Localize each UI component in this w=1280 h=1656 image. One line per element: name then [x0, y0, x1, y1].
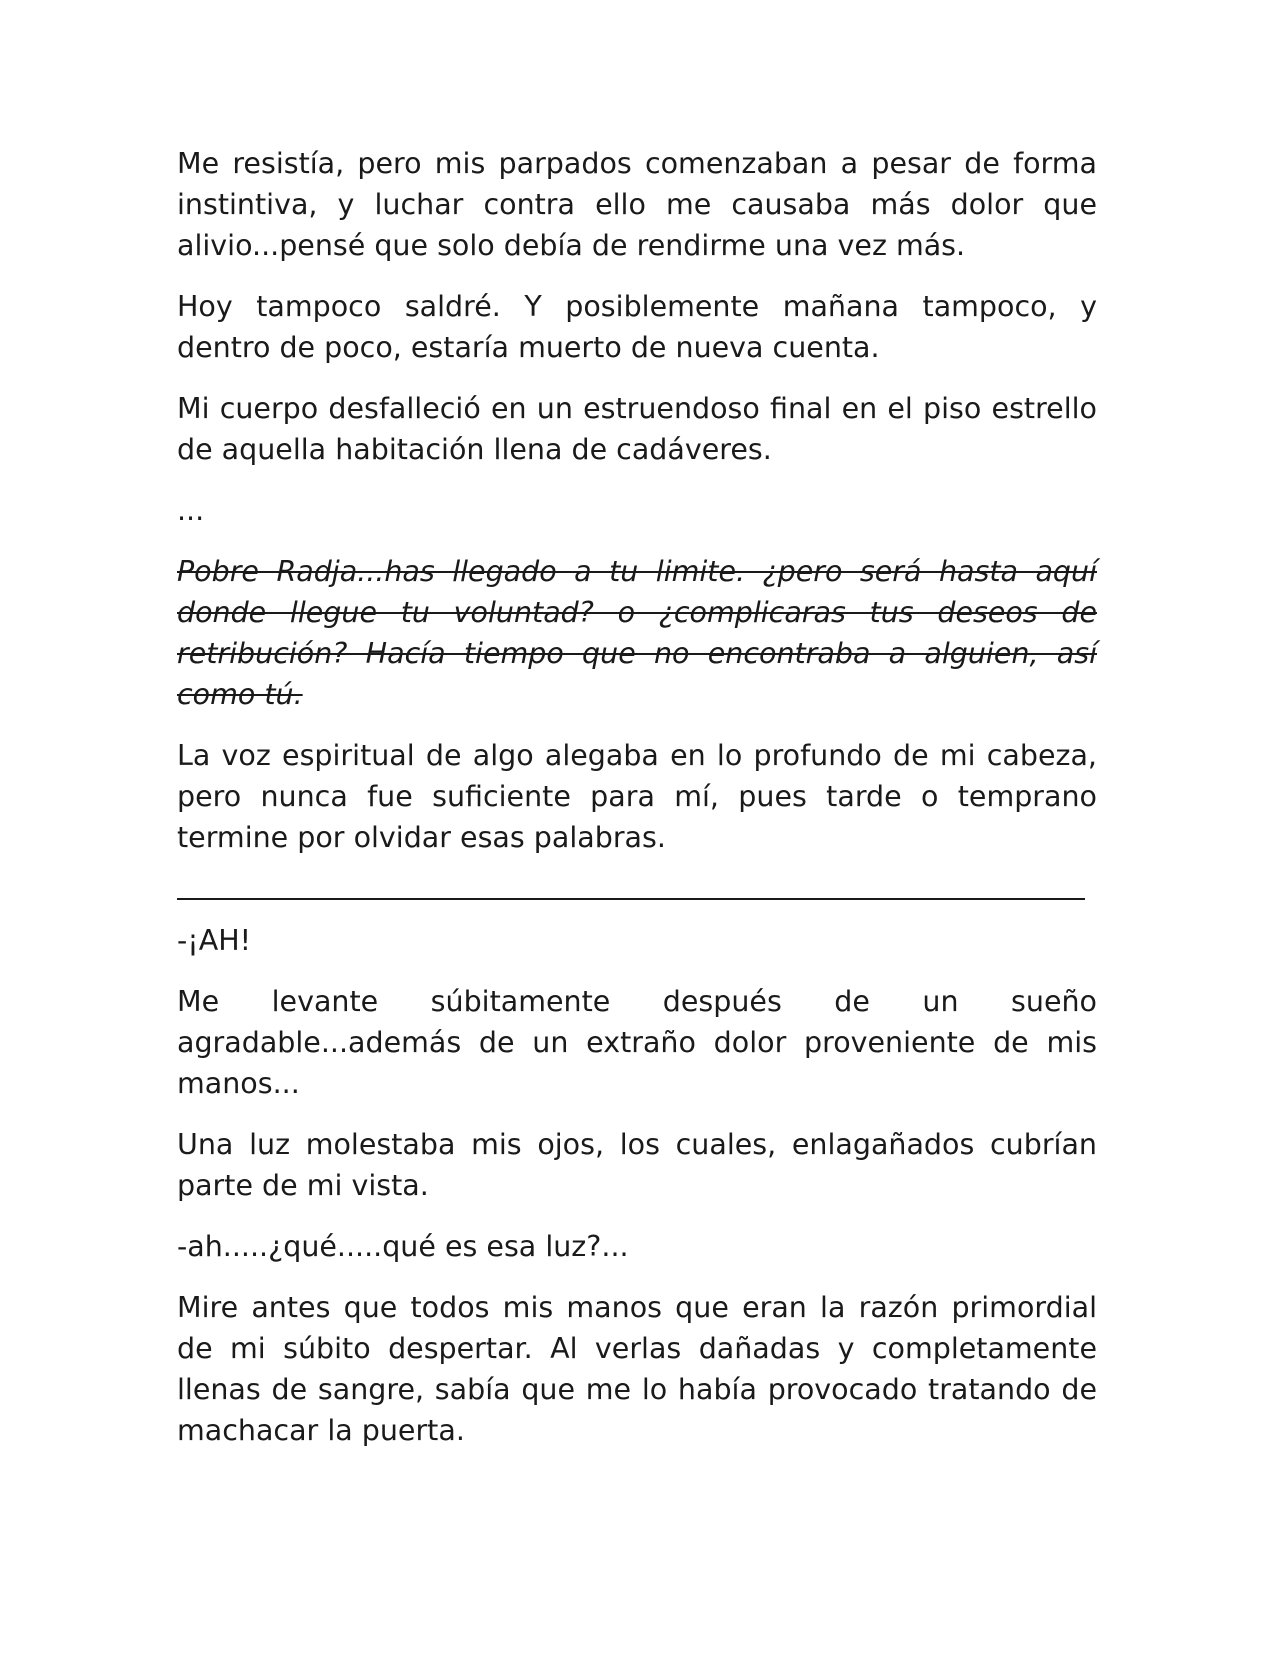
- dialogue-line: -ah.....¿qué.....qué es esa luz?...: [177, 1230, 629, 1263]
- dialogue-line: -¡AH!: [177, 924, 252, 957]
- struck-through-passage: Pobre Radja...has llegado a tu limite. ¿pero será hasta aquí donde llegue tu voluntad? o ¿complicaras tus deseos de retribución? Hacía tiempo que no encontraba a alguien, así como tú.: [177, 555, 1097, 711]
- paragraph: Una luz molestaba mis ojos, los cuales, enlagañados cubrían parte de mi vista.: [177, 1128, 1097, 1202]
- paragraph: Me resistía, pero mis parpados comenzaban a pesar de forma instintiva, y luchar contra ello me causaba más dolor que alivio...pensé que solo debía de rendirme una vez más.: [177, 147, 1097, 262]
- paragraph: La voz espiritual de algo alegaba en lo profundo de mi cabeza, pero nunca fue suficiente para mí, pues tarde o temprano termine por olvidar esas palabras.: [177, 739, 1097, 854]
- paragraph: Mire antes que todos mis manos que eran la razón primordial de mi súbito despertar. Al verlas dañadas y completamente llenas de sangre, sabía que me lo había provocado tratando de machacar la puerta.: [177, 1291, 1097, 1447]
- paragraph: Mi cuerpo desfalleció en un estruendoso final en el piso estrello de aquella habitación llena de cadáveres.: [177, 392, 1097, 466]
- paragraph: Hoy tampoco saldré. Y posiblemente mañana tampoco, y dentro de poco, estaría muerto de nueva cuenta.: [177, 290, 1097, 364]
- ellipsis-paragraph: ...: [177, 494, 205, 527]
- section-separator-line: [177, 898, 1085, 900]
- paragraph: Me levante súbitamente después de un sueño agradable...además de un extraño dolor proveniente de mis manos...: [177, 985, 1097, 1100]
- document-page: [177, 143, 1097, 1471]
